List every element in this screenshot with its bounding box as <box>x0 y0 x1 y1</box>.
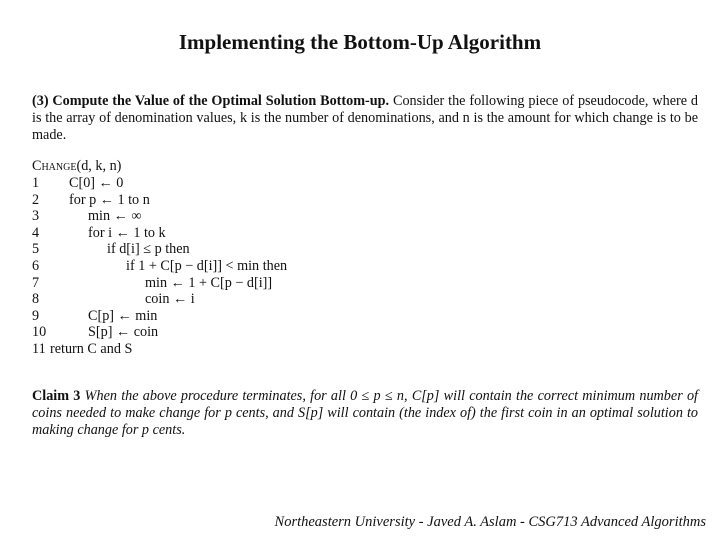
line-code: C[p] ← min <box>88 307 158 324</box>
line-code: min ← 1 + C[p − d[i]] <box>145 274 273 291</box>
code-line <box>32 291 452 308</box>
code-line <box>32 208 452 225</box>
line-number: 1 <box>32 175 40 191</box>
line-number: 10 <box>32 324 47 341</box>
line-number: 8 <box>32 291 40 308</box>
procedure-params: (d, k, n) <box>76 158 122 174</box>
line-code: S[p] ← coin <box>88 324 159 341</box>
code-line <box>32 241 452 258</box>
intro-paragraph <box>32 93 698 144</box>
code-line <box>32 341 452 358</box>
code-lines <box>32 175 452 358</box>
pseudocode-block <box>32 158 452 358</box>
claim-paragraph <box>32 388 698 439</box>
line-number: 11 <box>32 340 46 357</box>
code-line <box>32 275 452 292</box>
claim-text: When the above procedure terminates, for all 0 ≤ p ≤ n, C[p] will contain the correct minimum number of coins needed to make change for p cents, and S[p] will contain (the index of) the first coin in an optimal solution to making change for p cents. <box>32 388 698 438</box>
line-code: if d[i] ≤ p then <box>107 241 190 258</box>
slide-title: Implementing the Bottom-Up Algorithm <box>178 30 542 54</box>
line-number: 6 <box>32 257 40 274</box>
line-code: for i ← 1 to k <box>88 224 166 241</box>
line-code: C[0] ← 0 <box>69 175 124 191</box>
line-code: if 1 + C[p − d[i]] < min then <box>126 257 288 274</box>
code-line <box>32 225 452 242</box>
footer-credit: Northeastern University - Javed A. Aslam - CSG713 Advanced Algorithms <box>274 514 706 530</box>
procedure-name: Change <box>32 158 77 174</box>
line-number: 9 <box>32 307 40 324</box>
code-line <box>32 258 452 275</box>
line-number: 4 <box>32 224 40 241</box>
line-code: coin ← i <box>145 291 195 308</box>
line-number: 7 <box>32 274 40 291</box>
intro-heading: (3) Compute the Value of the Optimal Solution Bottom-up. <box>32 93 390 109</box>
code-line <box>32 308 452 325</box>
line-number: 2 <box>32 191 40 208</box>
code-line <box>32 192 452 209</box>
procedure-signature <box>32 158 452 175</box>
line-code: for p ← 1 to n <box>69 191 150 208</box>
code-line <box>32 175 452 192</box>
claim-label: Claim 3 <box>32 388 81 404</box>
intro-text: Consider the following piece of pseudocode, where d is the array of denomination values, k is the number of denominations, and n is the amount for which change is to be made. <box>32 93 699 143</box>
line-number: 3 <box>32 208 40 225</box>
line-code: min ← ∞ <box>88 208 142 225</box>
line-number: 5 <box>32 241 40 258</box>
code-line <box>32 324 452 341</box>
line-code: return C and S <box>50 340 133 357</box>
